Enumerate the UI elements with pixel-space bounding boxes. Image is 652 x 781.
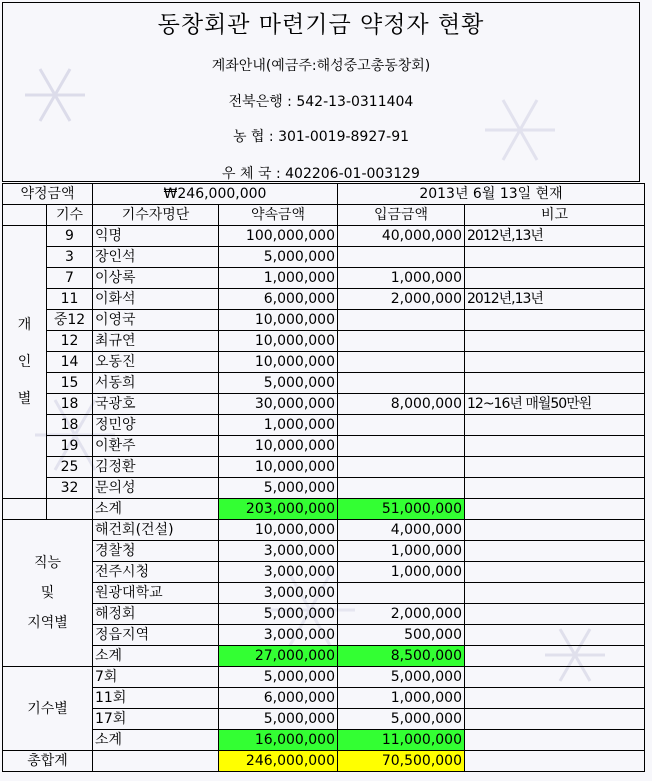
cell-class: 25 [47,457,93,478]
individual-row [3,436,645,457]
individual-row [3,478,645,499]
header-class: 기수 [47,205,93,226]
by-class-row [3,688,645,709]
cell-pledged: 3,000,000 [219,562,338,583]
section-label-by-class [3,667,93,751]
cell-pledged: 30,000,000 [219,394,338,415]
cell-note [465,478,645,499]
individual-row [3,394,645,415]
cell-name: 오동진 [93,352,219,373]
cell-note: 2012년,13년 [465,289,645,310]
cell-name: 최규연 [93,331,219,352]
header-note: 비고 [465,205,645,226]
cell-note [465,310,645,331]
cell-name: 이영국 [93,310,219,331]
cell-name: 김정환 [93,457,219,478]
cell-note [465,625,645,646]
section-label-text: 기수별 [27,700,68,717]
section-label-char: 개 [17,317,32,333]
cell-paid [338,436,465,457]
cell-pledged: 10,000,000 [219,310,338,331]
subtotal-paid: 11,000,000 [338,730,465,751]
cell-name: 해정회 [93,604,219,625]
cell-note [465,646,645,667]
cell-note [465,730,645,751]
cell-paid [338,352,465,373]
section-label-text: 지역별 [27,615,68,631]
cell-paid: 8,000,000 [338,394,465,415]
cell-blank [93,751,219,772]
cell-pledged: 3,000,000 [219,625,338,646]
cell-paid [338,457,465,478]
section-label-individual [3,226,47,499]
cell-name: 11회 [93,688,219,709]
cell-class: 9 [47,226,93,247]
cell-class: 18 [47,415,93,436]
individual-row [3,310,645,331]
cell-paid [338,583,465,604]
section-label-text: 직능 [33,555,62,571]
subtotal-label: 소계 [93,730,219,751]
cell-note [465,604,645,625]
cell-name: 국광호 [93,394,219,415]
individual-row [3,247,645,268]
by-class-row [3,667,645,688]
job-region-row [3,583,645,604]
cell-note [465,562,645,583]
cell-paid: 1,000,000 [338,541,465,562]
cell-paid [338,373,465,394]
section-label-text: 및 [40,585,55,601]
cell-name: 7회 [93,667,219,688]
document-header [2,2,640,182]
section-label-job-region [3,520,93,667]
cell-pledged: 100,000,000 [219,226,338,247]
subtotal-paid: 51,000,000 [338,499,465,520]
cell-pledged: 10,000,000 [219,520,338,541]
cell-class: 7 [47,268,93,289]
summary-asof: 2013년 6월 13일 현재 [338,184,645,205]
grand-total-paid: 70,500,000 [338,751,465,772]
grand-total-row [3,751,645,772]
section-label-char: 별 [17,391,32,407]
cell-name: 경찰청 [93,541,219,562]
subtotal-label: 소계 [93,646,219,667]
cell-name: 이상록 [93,268,219,289]
cell-paid [338,415,465,436]
summary-label: 약정금액 [3,184,93,205]
pledge-table [2,183,645,772]
cell-paid: 2,000,000 [338,604,465,625]
cell-class: 15 [47,373,93,394]
cell-pledged: 10,000,000 [219,352,338,373]
cell-pledged: 5,000,000 [219,709,338,730]
cell-name: 장인석 [93,247,219,268]
cell-class: 11 [47,289,93,310]
cell-note [465,541,645,562]
cell-pledged: 1,000,000 [219,415,338,436]
cell-class: 중12 [47,310,93,331]
account-guide: 계좌안내(예금주:해성중고총동창회) [211,58,431,74]
cell-class: 19 [47,436,93,457]
cell-note [465,688,645,709]
cell-paid: 40,000,000 [338,226,465,247]
cell-paid: 2,000,000 [338,289,465,310]
cell-blank [47,499,93,520]
cell-pledged: 5,000,000 [219,373,338,394]
cell-note [465,436,645,457]
individual-row [3,373,645,394]
cell-paid: 5,000,000 [338,667,465,688]
by-class-subtotal-row [3,730,645,751]
cell-pledged: 5,000,000 [219,478,338,499]
cell-paid [338,247,465,268]
subtotal-pledged: 27,000,000 [219,646,338,667]
cell-class: 18 [47,394,93,415]
cell-paid: 1,000,000 [338,562,465,583]
cell-class: 3 [47,247,93,268]
cell-class: 12 [47,331,93,352]
individual-row [3,331,645,352]
cell-note [465,751,645,772]
subtotal-pledged: 203,000,000 [219,499,338,520]
cell-note [465,331,645,352]
cell-paid [338,331,465,352]
header-name: 기수자명단 [93,205,219,226]
grand-total-pledged: 246,000,000 [219,751,338,772]
cell-paid [338,478,465,499]
summary-row [3,184,645,205]
cell-pledged: 10,000,000 [219,457,338,478]
subtotal-paid: 8,500,000 [338,646,465,667]
individual-row [3,352,645,373]
job-region-subtotal-row [3,646,645,667]
grand-total-label: 총합계 [3,751,93,772]
job-region-row [3,541,645,562]
column-header-row [3,205,645,226]
cell-note [465,520,645,541]
job-region-row [3,520,645,541]
section-label-char: 인 [17,354,32,370]
cell-note [465,667,645,688]
cell-name: 문의성 [93,478,219,499]
cell-note [465,709,645,730]
cell-note [465,499,645,520]
cell-note: 12~16년 매월50만원 [465,394,645,415]
cell-name: 서동희 [93,373,219,394]
cell-blank [3,499,47,520]
cell-name: 정민양 [93,415,219,436]
cell-pledged: 10,000,000 [219,331,338,352]
cell-name: 이화석 [93,289,219,310]
cell-name: 전주시청 [93,562,219,583]
summary-amount: ₩246,000,000 [93,184,338,205]
job-region-row [3,625,645,646]
cell-paid: 4,000,000 [338,520,465,541]
individual-row [3,415,645,436]
header-pledged: 약속금액 [219,205,338,226]
individual-subtotal-row [3,499,645,520]
cell-note [465,457,645,478]
cell-pledged: 5,000,000 [219,667,338,688]
cell-name: 원광대학교 [93,583,219,604]
job-region-row [3,604,645,625]
cell-note [465,415,645,436]
cell-pledged: 5,000,000 [219,604,338,625]
cell-paid: 500,000 [338,625,465,646]
cell-pledged: 5,000,000 [219,247,338,268]
subtotal-label: 소계 [93,499,219,520]
individual-row [3,457,645,478]
cell-pledged: 10,000,000 [219,436,338,457]
account-nonghyup: 농 협 : 301-0019-8927-91 [232,129,410,145]
by-class-row [3,709,645,730]
cell-note [465,268,645,289]
account-post: 우 체 국 : 402206-01-003129 [222,166,420,182]
individual-row [3,268,645,289]
cell-note [465,352,645,373]
individual-row [3,289,645,310]
cell-paid: 1,000,000 [338,688,465,709]
cell-pledged: 6,000,000 [219,289,338,310]
cell-name: 익명 [93,226,219,247]
subtotal-pledged: 16,000,000 [219,730,338,751]
cell-name: 이환주 [93,436,219,457]
header-blank [3,205,47,226]
cell-note [465,583,645,604]
cell-pledged: 3,000,000 [219,541,338,562]
cell-note: 2012년,13년 [465,226,645,247]
individual-row [3,226,645,247]
cell-class: 14 [47,352,93,373]
cell-note [465,247,645,268]
cell-note [465,373,645,394]
cell-class: 32 [47,478,93,499]
cell-pledged: 3,000,000 [219,583,338,604]
page-title: 동창회관 마련기금 약정자 현황 [157,12,485,38]
header-paid: 입금금액 [338,205,465,226]
cell-pledged: 6,000,000 [219,688,338,709]
cell-pledged: 1,000,000 [219,268,338,289]
job-region-row [3,562,645,583]
cell-paid [338,310,465,331]
cell-name: 해건회(건설) [93,520,219,541]
cell-paid: 5,000,000 [338,709,465,730]
cell-name: 17회 [93,709,219,730]
cell-paid: 1,000,000 [338,268,465,289]
account-jeonbuk: 전북은행 : 542-13-0311404 [228,94,414,110]
cell-name: 정읍지역 [93,625,219,646]
